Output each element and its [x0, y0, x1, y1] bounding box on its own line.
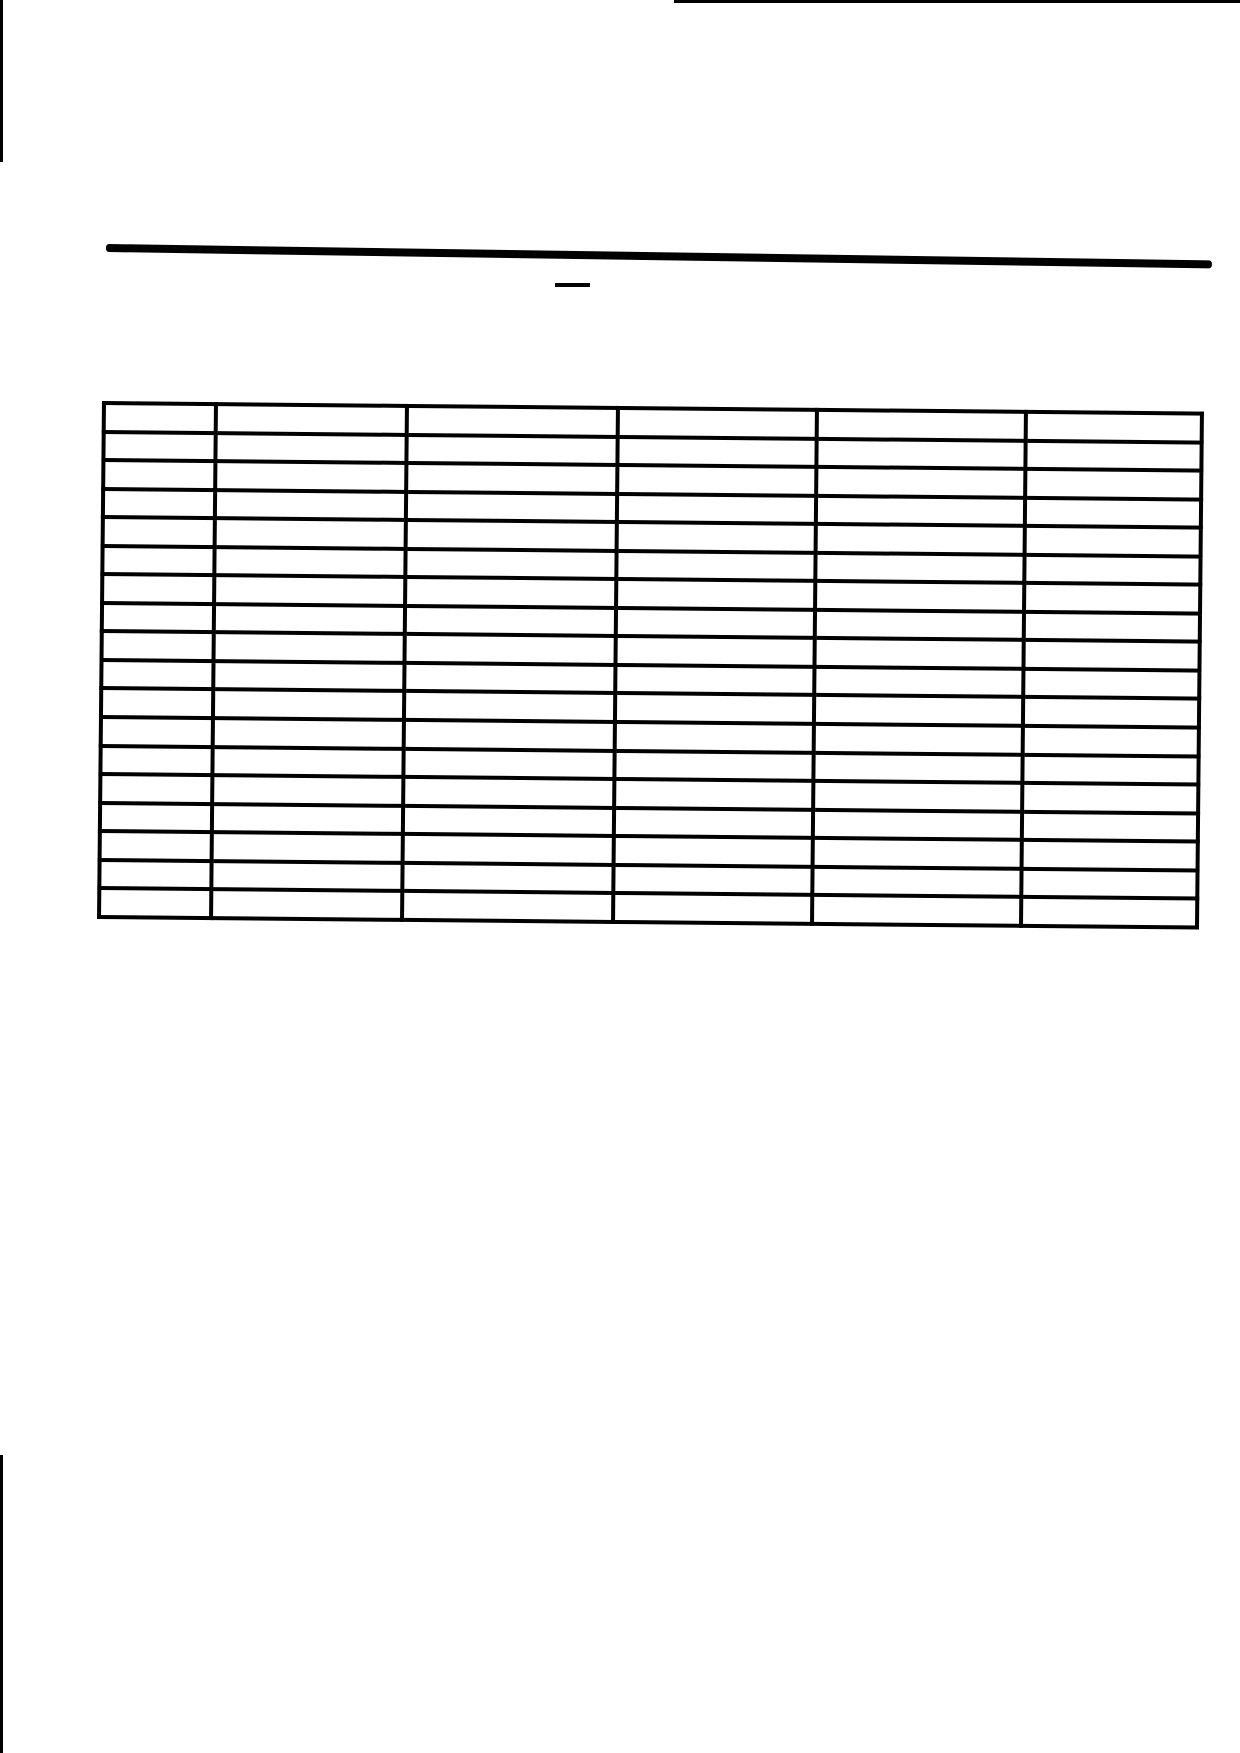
table-cell	[407, 406, 618, 437]
table-cell	[215, 490, 406, 520]
table-cell	[404, 663, 615, 694]
table-cell	[617, 494, 816, 524]
table-cell	[212, 804, 403, 834]
table-cell	[815, 495, 1025, 526]
table-cell	[213, 661, 404, 691]
table-cell	[613, 893, 812, 924]
title-dash	[555, 283, 590, 287]
table-cell	[101, 660, 213, 690]
table-cell	[216, 404, 407, 434]
table-cell	[403, 777, 614, 808]
table-cell	[614, 808, 813, 838]
table-cell	[211, 861, 402, 891]
scan-edge-line-left-upper	[0, 0, 3, 162]
table-cell	[814, 610, 1024, 641]
table-cell	[405, 606, 616, 637]
table-cell	[1023, 697, 1199, 727]
blank-form-table	[97, 401, 1204, 930]
table-cell	[102, 574, 214, 604]
table-cell	[101, 717, 213, 747]
table-cell	[404, 691, 615, 722]
header-rule	[106, 244, 1212, 268]
table-cell	[406, 463, 617, 494]
table-cell	[214, 547, 405, 577]
table-cell	[101, 688, 213, 718]
table-cell	[1025, 469, 1201, 499]
table-cell	[816, 410, 1026, 441]
table-cell	[212, 747, 403, 777]
table-cell	[103, 460, 215, 490]
table-cell	[814, 667, 1024, 698]
table-cell	[1023, 754, 1199, 784]
table-cell	[816, 438, 1026, 469]
table-cell	[404, 720, 615, 751]
table-cell	[815, 553, 1025, 584]
table-cell	[813, 752, 1023, 783]
table-cell	[812, 809, 1022, 840]
table-cell	[815, 524, 1025, 555]
table-cell	[1021, 897, 1197, 927]
table-cell	[1025, 498, 1201, 528]
table-cell	[100, 746, 212, 776]
table-cell	[99, 860, 211, 890]
table-cell	[102, 546, 214, 576]
table-cell	[615, 636, 814, 666]
table-cell	[406, 434, 617, 465]
scan-edge-line-left-lower	[0, 1455, 3, 1753]
table-cell	[1025, 555, 1201, 585]
table-cell	[814, 638, 1024, 669]
table-cell	[405, 634, 616, 665]
table-cell	[812, 895, 1022, 926]
table-cell	[103, 489, 215, 519]
table-cell	[815, 581, 1025, 612]
table-cell	[616, 608, 815, 638]
table-cell	[102, 603, 214, 633]
table-cell	[403, 806, 614, 837]
table-cell	[1022, 812, 1198, 842]
table-cell	[615, 722, 814, 752]
table-cell	[402, 891, 613, 922]
table-cell	[613, 836, 812, 866]
table-cell	[100, 831, 212, 861]
table-cell	[614, 779, 813, 809]
table-cell	[215, 518, 406, 548]
table-cell	[213, 718, 404, 748]
table-cell	[405, 549, 616, 580]
table-cell	[213, 632, 404, 662]
table-cell	[100, 774, 212, 804]
table-cell	[214, 604, 405, 634]
table-cell	[215, 461, 406, 491]
scan-edge-line-top	[674, 0, 1240, 3]
table-cell	[813, 781, 1023, 812]
table-cell	[618, 408, 817, 438]
table-cell	[615, 665, 814, 695]
table-cell	[616, 522, 815, 552]
table-cell	[613, 865, 812, 895]
table-cell	[103, 517, 215, 547]
table-cell	[212, 775, 403, 805]
table-cell	[104, 403, 216, 433]
table-cell	[1023, 726, 1199, 756]
table-cell	[615, 693, 814, 723]
table-cell	[813, 724, 1023, 755]
table-cell	[215, 433, 406, 463]
table-cell	[1022, 869, 1198, 899]
table-cell	[1022, 783, 1198, 813]
table-cell	[617, 465, 816, 495]
table-cell	[616, 579, 815, 609]
table-cell	[1026, 412, 1202, 442]
table-cell	[99, 888, 211, 918]
table-cell	[1026, 440, 1202, 470]
table-cell	[812, 838, 1022, 869]
table-cell	[406, 492, 617, 523]
table-cell	[1023, 669, 1199, 699]
table-cell	[406, 520, 617, 551]
table-body	[99, 403, 1202, 928]
table-cell	[403, 748, 614, 779]
table-cell	[1024, 612, 1200, 642]
table-cell	[617, 436, 816, 466]
table-cell	[814, 695, 1024, 726]
table-cell	[103, 432, 215, 462]
table-cell	[816, 467, 1026, 498]
table-cell	[213, 690, 404, 720]
table-cell	[1025, 526, 1201, 556]
blank-form-table-wrapper	[97, 401, 1204, 930]
table-cell	[614, 750, 813, 780]
table-cell	[616, 551, 815, 581]
table-cell	[211, 889, 402, 920]
table-cell	[100, 803, 212, 833]
table-cell	[1024, 583, 1200, 613]
table-cell	[212, 832, 403, 862]
table-cell	[812, 867, 1022, 898]
table-cell	[402, 863, 613, 894]
table-cell	[405, 577, 616, 608]
table-cell	[1024, 640, 1200, 670]
table-cell	[1022, 840, 1198, 870]
table-cell	[403, 834, 614, 865]
table-cell	[214, 575, 405, 605]
table-cell	[102, 631, 214, 661]
